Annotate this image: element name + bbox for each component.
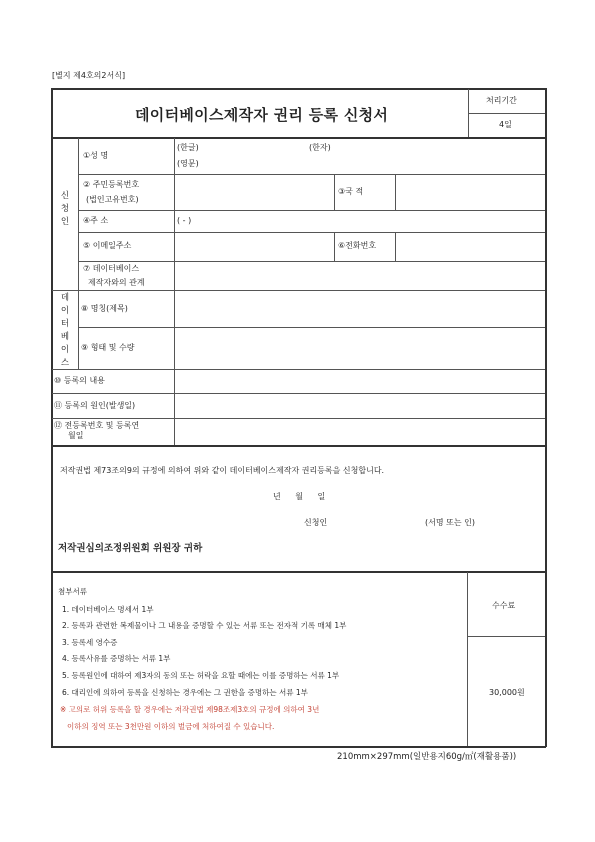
email-label: ⑤ 이메일주소 bbox=[83, 241, 132, 250]
nationality-label: ③국 적 bbox=[338, 187, 364, 196]
registration-cause-label: ⑪ 등록의 원인(발생일) bbox=[54, 401, 136, 410]
attachment-item-5: 5. 등록원인에 대하여 제3자의 동의 또는 허락을 요할 때에는 이를 증명하는 서류 1부 bbox=[62, 671, 340, 680]
signature-label: (서명 또는 인) bbox=[425, 518, 475, 527]
warning-text: ※ 고의로 허위 등록을 할 경우에는 저작권법 제98조제3호의 규정에 의하여 3년 bbox=[60, 705, 320, 714]
frame-top bbox=[51, 88, 546, 90]
relationship-label-cont: 제작자와의 관계 bbox=[88, 278, 145, 287]
db-title-label: ⑧ 명칭(제목) bbox=[81, 304, 128, 313]
corporate-number-label: (법인고유번호) bbox=[86, 195, 139, 204]
fee-label: 수수료 bbox=[492, 601, 516, 610]
processing-period-label: 처리기간 bbox=[486, 96, 517, 105]
address-value: ( - ) bbox=[177, 216, 192, 225]
fee-value: 30,000원 bbox=[489, 688, 525, 697]
applicant-section-label: 신청인 bbox=[60, 191, 70, 227]
resident-number-label: ② 주민등록번호 bbox=[83, 180, 140, 189]
declaration-date: 년 월 일 bbox=[273, 492, 326, 501]
attachment-item-6: 6. 대리인에 의하여 등록을 신청하는 경우에는 그 권한을 증명하는 서류 1부 bbox=[62, 688, 308, 697]
warning-text-cont: 이하의 징역 또는 3천만원 이하의 벌금에 처하여질 수 있습니다. bbox=[67, 722, 275, 731]
declaration-text: 저작권법 제73조의9의 규정에 의하여 위와 같이 데이터베이스제작자 권리등록을 신청합니다. bbox=[60, 466, 385, 475]
attachments-title: 첨부서류 bbox=[58, 587, 87, 596]
attachment-item-2: 2. 등록과 관련한 복제물이나 그 내용을 증명할 수 있는 서류 또는 전자적 기록 매체 1부 bbox=[62, 621, 347, 630]
name-label: ①성 명 bbox=[83, 151, 109, 160]
processing-period-value: 4일 bbox=[499, 120, 512, 129]
name-english-label: (영문) bbox=[177, 159, 199, 168]
frame-right bbox=[545, 88, 547, 747]
addressee: 저작권심의조정위원회 위원장 귀하 bbox=[58, 543, 203, 554]
paper-size-note: 210mm×297mm(일반용지60g/㎡(재활용품)) bbox=[337, 752, 517, 762]
applicant-sign-label: 신청인 bbox=[304, 518, 328, 527]
registration-content-label: ⑩ 등록의 내용 bbox=[54, 376, 105, 385]
form-title: 데이터베이스제작자 권리 등록 신청서 bbox=[135, 106, 389, 124]
address-label: ④주 소 bbox=[83, 216, 109, 225]
prior-registration-label-cont: 월일 bbox=[68, 431, 84, 440]
database-section-label: 데이터베이스 bbox=[60, 293, 70, 368]
name-korean-label: (한글) bbox=[177, 143, 199, 152]
frame-bottom bbox=[51, 746, 546, 748]
phone-label: ⑥전화번호 bbox=[338, 241, 377, 250]
attachment-item-3: 3. 등록세 영수증 bbox=[62, 638, 118, 647]
attachment-item-4: 4. 등록사유를 증명하는 서류 1부 bbox=[62, 654, 171, 663]
relationship-label: ⑦ 데이터베이스 bbox=[83, 264, 140, 273]
attachment-item-1: 1. 데이터베이스 명세서 1부 bbox=[62, 605, 154, 614]
name-hanja-label: (한자) bbox=[309, 143, 331, 152]
prior-registration-label: ⑫ 전등록번호 및 등록연 bbox=[54, 421, 140, 430]
form-number: [별지 제4호의2서식] bbox=[52, 71, 126, 80]
db-form-label: ⑨ 형태 및 수량 bbox=[81, 343, 135, 352]
